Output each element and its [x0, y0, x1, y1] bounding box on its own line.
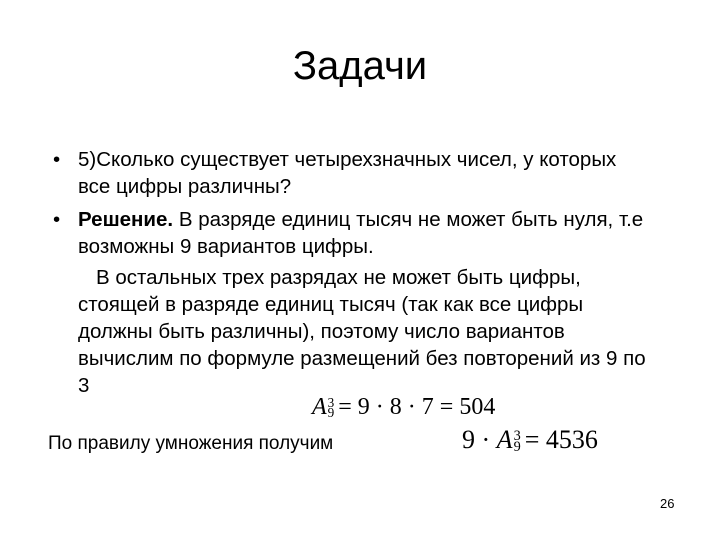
bullet-marker: •	[53, 208, 61, 231]
paragraph-line-3: должны быть различны), поэтому число вариантов	[78, 320, 565, 343]
formula2-prefix: 9 ·	[462, 425, 497, 454]
explanation-paragraph	[78, 264, 708, 399]
formula1-sup: 3	[327, 394, 335, 410]
paragraph-line-4: вычислим по формуле размещений без повторений из 9 по	[78, 347, 646, 370]
formula2-expression: = 4536	[524, 425, 598, 454]
bullet-list	[48, 146, 688, 260]
paragraph-line-2: стоящей в разряде единиц тысяч (так как все цифры	[78, 293, 584, 316]
formula1-indices	[327, 394, 335, 421]
formula2-sup: 3	[513, 427, 521, 444]
paragraph-line-5: 3	[78, 374, 90, 397]
formula2-sub: 9	[513, 439, 521, 456]
formula2-letter: A	[496, 425, 513, 454]
solution-line-2: возможны 9 вариантов цифры.	[78, 235, 374, 258]
solution-line-1	[78, 206, 688, 233]
bullet-question	[48, 146, 688, 200]
formula1-expression: = 9 · 8 · 7 = 504	[338, 394, 496, 420]
multiplication-rule-text: По правилу умножения получим	[48, 433, 334, 454]
solution-text: В разряде единиц тысяч не может быть нуля, т.е	[173, 208, 644, 231]
formula1-sub: 9	[327, 405, 335, 421]
formula2-indices	[513, 427, 521, 456]
solution-label: Решение.	[78, 208, 174, 231]
question-line-1: 5)Сколько существует четырехзначных чисел, у которых	[78, 148, 617, 171]
arrangement-formula	[312, 394, 495, 421]
result-formula	[462, 425, 598, 455]
question-line-2: все цифры различны?	[78, 175, 292, 198]
formula1-letter: A	[312, 394, 327, 420]
bullet-solution	[48, 206, 688, 260]
page-number: 26	[660, 496, 675, 511]
bullet-marker: •	[53, 148, 61, 171]
paragraph-line-1: В остальных трех разрядах не может быть цифры,	[96, 266, 581, 289]
slide-title: Задачи	[292, 44, 428, 88]
